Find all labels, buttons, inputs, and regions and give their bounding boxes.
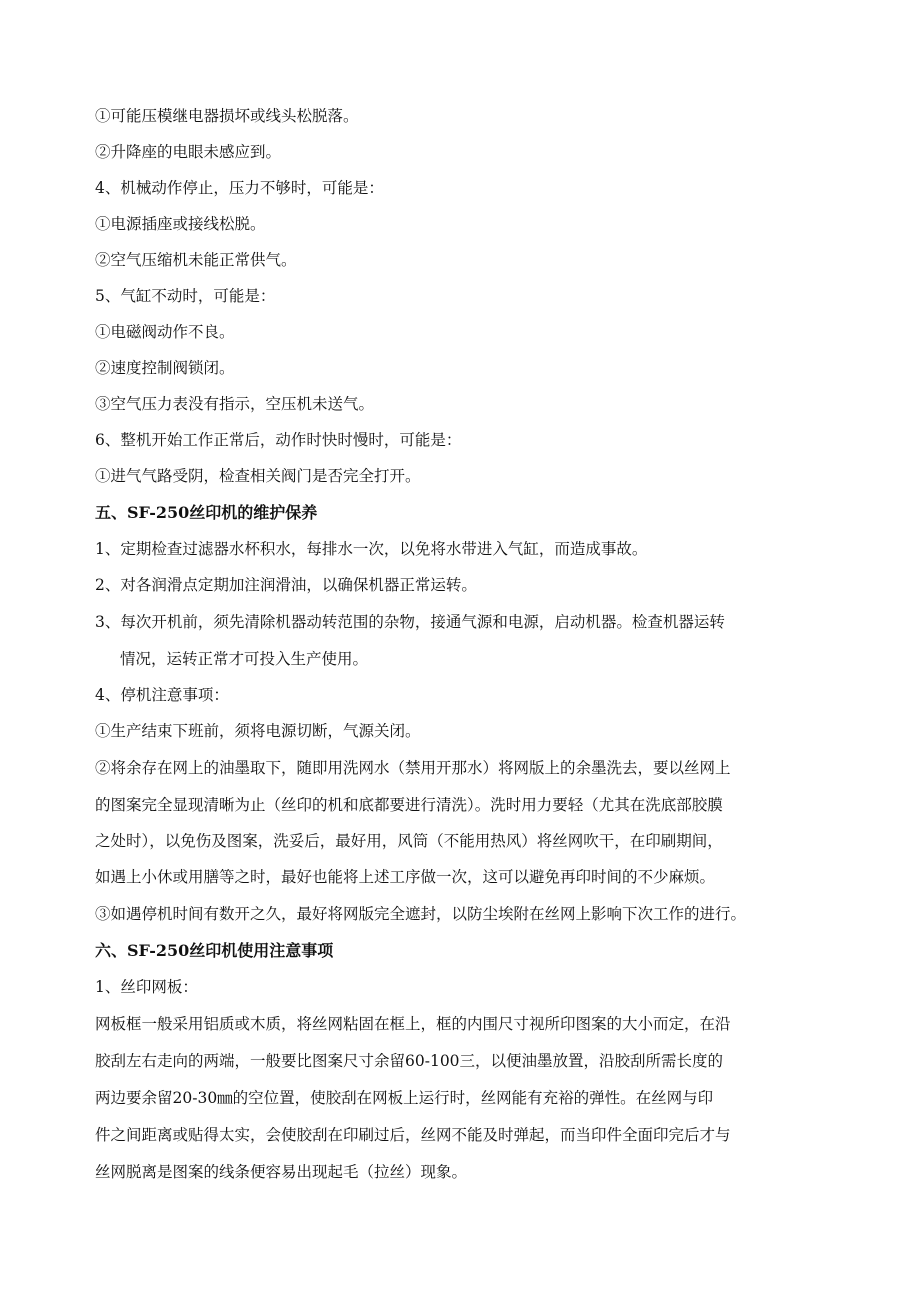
- text-line: ①进气气路受阴，检查相关阀门是否完全打开。: [95, 467, 421, 485]
- text-line: 如遇上小休或用膳等之时，最好也能将上述工序做一次，这可以避免再印时间的不少麻烦。: [95, 868, 716, 886]
- text-line: 4、停机注意事项：: [95, 686, 229, 704]
- text-line: 2、对各润滑点定期加注润滑油，以确保机器正常运转。: [95, 576, 477, 594]
- text-line: 1、定期检查过滤器水杯积水，每排水一次，以免将水带进入气缸，而造成事故。: [95, 540, 648, 558]
- text-line: 丝网脱离是图案的线条便容易出现起毛（拉丝）现象。: [95, 1163, 468, 1181]
- text-line: ②升降座的电眼未感应到。: [95, 143, 282, 161]
- text-line: 5、气缸不动时，可能是：: [95, 287, 276, 305]
- text-line: 1、丝印网板：: [95, 978, 198, 996]
- text-line: ①可能压模继电器损坏或线头松脱落。: [95, 107, 359, 125]
- text-line: 之处时），以免伤及图案，洗妥后，最好用，风筒（不能用热风）将丝网吹干，在印刷期间，: [95, 832, 723, 850]
- text-line: 两边要余留20-30㎜的空位置，使胶刮在网板上运行时，丝网能有充裕的弹性。在丝网与印: [95, 1089, 714, 1107]
- text-line: ①电源插座或接线松脱。: [95, 215, 266, 233]
- text-line: 情况，运转正常才可投入生产使用。: [120, 650, 369, 668]
- text-line: ②空气压缩机未能正常供气。: [95, 251, 297, 269]
- text-line: 3、每次开机前，须先清除机器动转范围的杂物，接通气源和电源，启动机器。检查机器运转: [95, 613, 725, 631]
- text-line: ③空气压力表没有指示，空压机未送气。: [95, 395, 375, 413]
- text-line: 网板框一般采用铝质或木质，将丝网粘固在框上，框的内围尺寸视所印图案的大小而定，在沿: [95, 1015, 731, 1033]
- text-line: 件之间距离或贴得太实，会使胶刮在印刷过后，丝网不能及时弹起，而当印件全面印完后才与: [95, 1126, 731, 1144]
- section-heading: 五、SF-250丝印机的维护保养: [95, 503, 318, 522]
- text-line: 6、整机开始工作正常后，动作时快时慢时，可能是：: [95, 431, 462, 449]
- section-heading: 六、SF-250丝印机使用注意事项: [95, 941, 334, 960]
- text-line: 4、机械动作停止，压力不够时，可能是：: [95, 179, 384, 197]
- text-line: ②速度控制阀锁闭。: [95, 359, 235, 377]
- text-line: ①生产结束下班前，须将电源切断，气源关闭。: [95, 722, 421, 740]
- text-line: 胶刮左右走向的两端，一般要比图案尺寸余留60-100三，以便油墨放置，沿胶刮所需长度的: [95, 1052, 724, 1070]
- text-line: ③如遇停机时间有数开之久，最好将网版完全遮封，以防尘埃附在丝网上影响下次工作的进行。: [95, 905, 747, 923]
- text-line: ①电磁阀动作不良。: [95, 323, 235, 341]
- text-line: ②将余存在网上的油墨取下，随即用洗网水（禁用开那水）将网版上的余墨洗去，要以丝网上: [95, 759, 731, 777]
- text-line: 的图案完全显现清晰为止（丝印的机和底都要进行清洗）。洗时用力要轻（尤其在洗底部胶膜: [95, 796, 723, 814]
